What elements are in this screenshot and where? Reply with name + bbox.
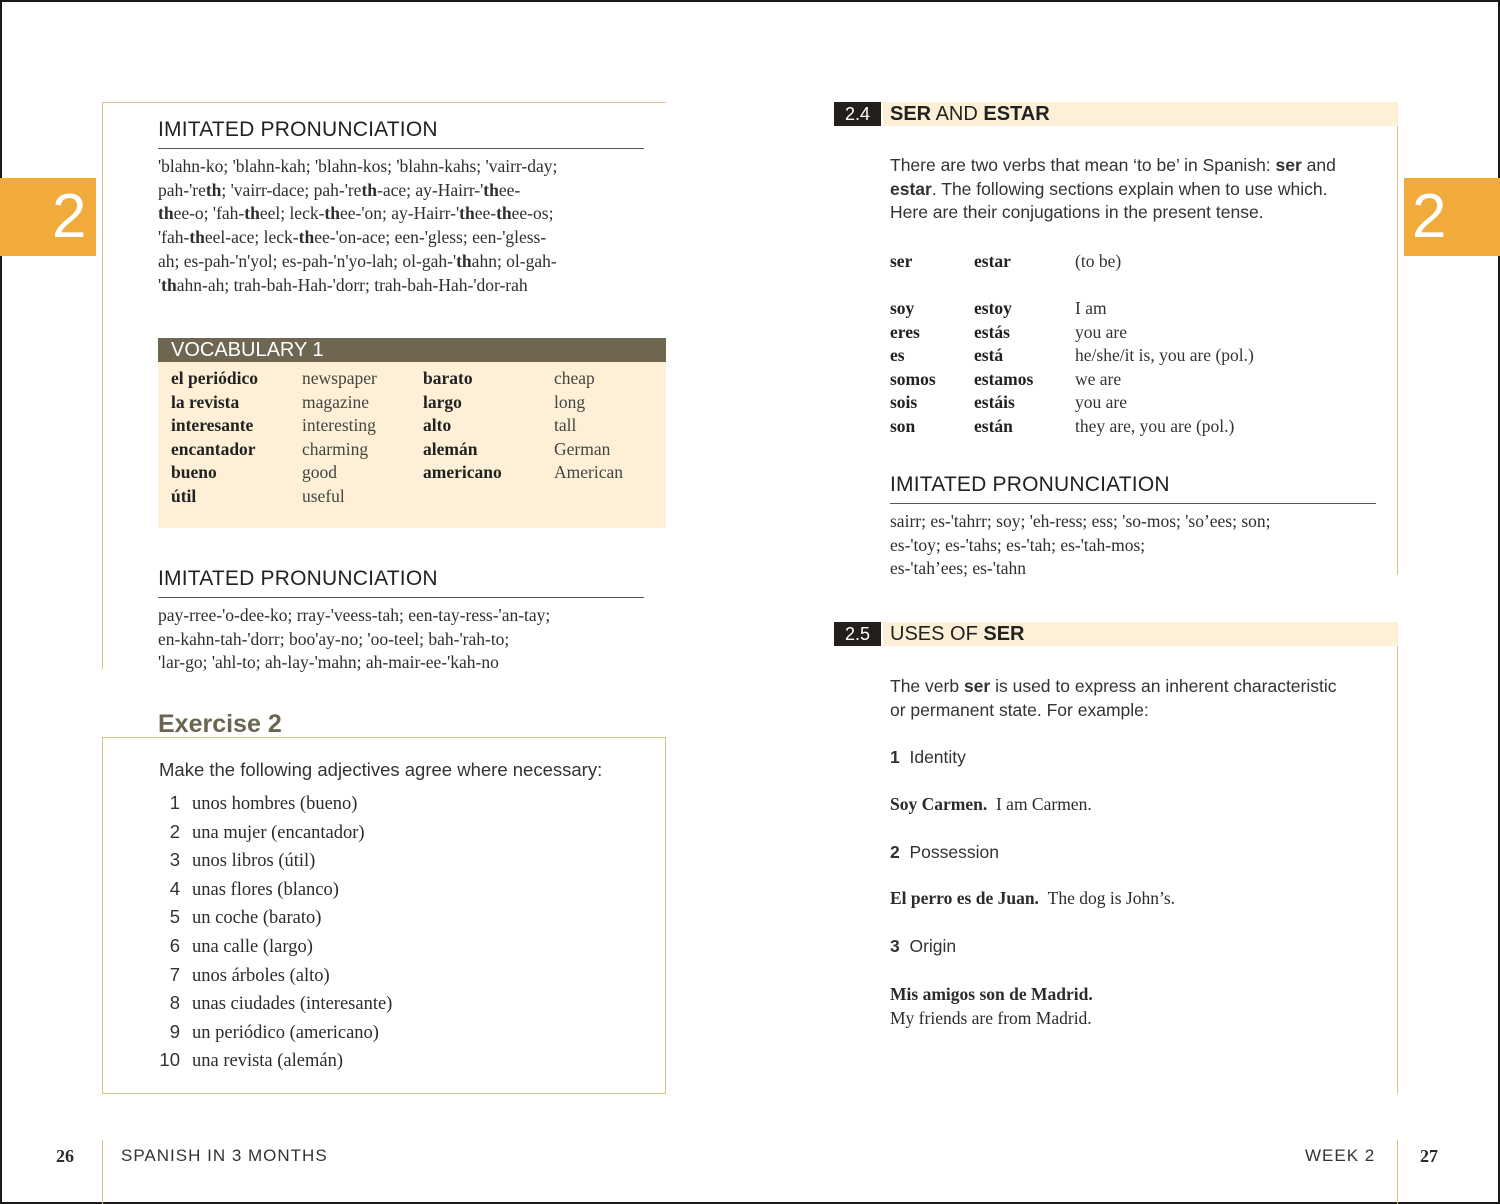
exercise-item-number: 8 <box>169 992 180 1014</box>
exercise-item <box>158 1049 343 1072</box>
conj-estar-column <box>974 297 1033 439</box>
pron-line: es-'toy; es-'tahs; es-'tah; es-'tah-mos; <box>890 534 1146 555</box>
section-2-5-title: USES OF SER <box>890 623 1025 645</box>
vocab-spanish-word: el periódico <box>171 368 258 388</box>
use-1-example-es: Soy Carmen. <box>890 794 988 814</box>
section-2-4-intro <box>890 154 1390 225</box>
use-2-label-text: Possession <box>909 842 999 862</box>
conj-estar-form: está <box>974 345 1004 366</box>
exercise-item-number: 10 <box>159 1049 180 1071</box>
exercise-item-text: unos hombres (bueno) <box>192 794 358 814</box>
exercise-item <box>158 792 357 815</box>
right-frame-line-bottom <box>1397 622 1398 1094</box>
pron1-line: thee-o; 'fah-theel; leck-thee-'on; ay-Hairr-'thee-thee-os; <box>158 203 554 224</box>
conj-estar-form: están <box>974 415 1013 436</box>
vocabulary-heading: VOCABULARY 1 <box>158 338 666 362</box>
exercise-item <box>158 964 330 987</box>
footer-divider-right <box>1397 1140 1398 1204</box>
exercise-item-text: unas flores (blanco) <box>192 879 339 900</box>
vocab-english-word: cheap <box>554 368 595 388</box>
exercise-item-text: unas ciudades (interesante) <box>192 994 393 1015</box>
exercise-item <box>158 878 339 901</box>
pron1-line: pah-'reth; 'vairr-dace; pah-'reth-ace; ay-Hairr-'thee- <box>158 179 521 200</box>
use-3-example-en: My friends are from Madrid. <box>890 1007 1092 1028</box>
vocab-spanish-word: la revista <box>171 391 240 412</box>
conj-ser-form: son <box>890 415 916 436</box>
exercise-instruction: Make the following adjectives agree where necessary: <box>159 759 603 780</box>
conj-ser-form: somos <box>890 368 936 389</box>
section-2-4-number: 2.4 <box>834 102 881 126</box>
use-2-label <box>890 841 999 865</box>
exercise-item-number: 7 <box>169 963 180 985</box>
vocab-spanish-word: barato <box>423 368 473 388</box>
conj-meaning: we are <box>1075 368 1122 389</box>
page-number-left: 26 <box>56 1146 74 1166</box>
exercise-title: Exercise 2 <box>158 710 282 738</box>
vocab-english-col-1 <box>302 367 377 509</box>
intro-line: estar. The following sections explain when to use which. <box>890 178 1328 199</box>
page-number-right: 27 <box>1420 1146 1438 1166</box>
pron1-heading: IMITATED PRONUNCIATION <box>158 118 438 141</box>
conj-meaning: I am <box>1075 298 1107 318</box>
vocab-spanish-word: útil <box>171 485 197 506</box>
conj-meaning: you are <box>1075 392 1127 413</box>
sec24-pron-heading: IMITATED PRONUNCIATION <box>890 473 1170 496</box>
use-3-label <box>890 935 956 959</box>
vocab-spanish-word: bueno <box>171 462 217 483</box>
use-1-example-en: I am Carmen. <box>995 794 1092 814</box>
use-1-example <box>890 794 1092 815</box>
exercise-item-text: unos árboles (alto) <box>192 965 330 986</box>
exercise-item-text: un periódico (americano) <box>192 1022 379 1043</box>
exercise-item-number: 4 <box>169 877 180 899</box>
vocab-english-word: interesting <box>302 415 376 436</box>
vocab-english-word: useful <box>302 485 345 506</box>
use-2-example <box>890 888 1175 909</box>
chapter-tab-right <box>1404 178 1500 256</box>
vocab-spanish-col-2 <box>423 367 502 485</box>
conj-estar-form: estás <box>974 321 1010 342</box>
exercise-item <box>158 849 315 872</box>
section-2-4-title: SER AND ESTAR <box>890 103 1050 125</box>
pron1-line: 'thahn-ah; trah-bah-Hah-'dorr; trah-bah-Hah-'dor-rah <box>158 274 528 295</box>
pron1-underline <box>158 148 644 149</box>
exercise-item-number: 5 <box>169 906 180 928</box>
pron2-line: en-kahn-tah-'dorr; boo'ay-no; 'oo-teel; bah-'rah-to; <box>158 628 510 649</box>
pron1-line: ah; es-pah-'n'yol; es-pah-'n'yo-lah; ol-gah-'thahn; ol-gah- <box>158 250 557 271</box>
intro-line: The verb ser is used to express an inherent characteristic <box>890 676 1337 696</box>
chapter-number-right: 2 <box>1412 182 1447 251</box>
conj-header-estar: estar <box>974 251 1011 271</box>
conj-meaning-column <box>1075 297 1254 439</box>
vocab-spanish-word: interesante <box>171 415 254 436</box>
vocab-spanish-col-1 <box>171 367 258 509</box>
exercise-item-number: 1 <box>169 792 180 813</box>
section-2-5-number: 2.5 <box>834 622 881 646</box>
exercise-item <box>158 935 313 958</box>
use-3-label-text: Origin <box>909 936 957 956</box>
exercise-item-number: 3 <box>169 849 180 871</box>
chapter-number-left: 2 <box>52 182 87 251</box>
conj-estar-form: estáis <box>974 392 1015 413</box>
vocab-english-word: long <box>554 391 586 412</box>
left-top-rule <box>102 102 666 103</box>
vocab-english-word: good <box>302 462 337 483</box>
footer-book-title: SPANISH IN 3 MONTHS <box>121 1146 328 1165</box>
conj-header-ser: ser <box>890 251 913 271</box>
vocab-spanish-word: largo <box>423 391 462 412</box>
sec24-pron-underline <box>890 503 1376 504</box>
exercise-item <box>158 1021 379 1044</box>
vocab-spanish-word: alemán <box>423 438 478 459</box>
vocab-english-word: magazine <box>302 391 370 412</box>
conj-ser-form: es <box>890 345 905 366</box>
conj-estar-form: estoy <box>974 298 1012 318</box>
conj-meaning: you are <box>1075 321 1127 342</box>
exercise-item <box>158 992 392 1015</box>
use-1-label <box>890 746 966 770</box>
exercise-item-text: una mujer (encantador) <box>192 822 365 843</box>
vocab-spanish-word: americano <box>423 462 502 483</box>
section-2-5-intro <box>890 675 1390 722</box>
chapter-tab-left <box>0 178 96 256</box>
conj-ser-form: eres <box>890 321 920 342</box>
use-2-number: 2 <box>890 842 900 862</box>
pron2-text <box>158 604 658 675</box>
use-3-example-es: Mis amigos son de Madrid. <box>890 984 1093 1004</box>
use-2-example-es: El perro es de Juan. <box>890 888 1039 908</box>
footer-divider-left <box>102 1140 103 1204</box>
pron2-line: pay-rree-'o-dee-ko; rray-'veess-tah; een-tay-ress-'an-tay; <box>158 605 551 625</box>
exercise-item-text: una calle (largo) <box>192 937 313 957</box>
pron-line: sairr; es-'tahrr; soy; 'eh-ress; ess; 'so-mos; 'so’ees; son; <box>890 511 1271 531</box>
conj-meaning: he/she/it is, you are (pol.) <box>1075 345 1254 366</box>
vocab-spanish-word: encantador <box>171 438 256 459</box>
vocab-english-word: charming <box>302 438 369 459</box>
vocab-english-word: tall <box>554 415 577 436</box>
conj-ser-column <box>890 297 936 439</box>
pron2-line: 'lar-go; 'ahl-to; ah-lay-'mahn; ah-mair-ee-'kah-no <box>158 652 499 673</box>
vocab-english-word: newspaper <box>302 368 377 388</box>
vocab-spanish-word: alto <box>423 415 452 436</box>
intro-line: Here are their conjugations in the present tense. <box>890 202 1264 223</box>
use-3-example <box>890 983 1093 1030</box>
sec24-pron-text <box>890 510 1390 581</box>
pron1-line: 'fah-theel-ace; leck-thee-'on-ace; een-'gless; een-'gless- <box>158 227 547 248</box>
exercise-item-number: 9 <box>169 1020 180 1042</box>
conj-meaning: they are, you are (pol.) <box>1075 415 1235 436</box>
exercise-item-text: unos libros (útil) <box>192 851 316 872</box>
conj-ser-form: sois <box>890 392 918 413</box>
pron1-line: 'blahn-ko; 'blahn-kah; 'blahn-kos; 'blahn-kahs; 'vairr-day; <box>158 156 558 176</box>
exercise-item-text: un coche (barato) <box>192 908 322 929</box>
use-1-label-text: Identity <box>909 747 966 767</box>
exercise-item-text: una revista (alemán) <box>192 1051 344 1072</box>
use-1-number: 1 <box>890 747 900 767</box>
conj-estar-form: estamos <box>974 368 1034 389</box>
use-3-number: 3 <box>890 936 900 956</box>
exercise-item-number: 2 <box>169 820 180 842</box>
vocab-english-word: German <box>554 438 611 459</box>
exercise-item <box>158 906 321 929</box>
vocab-english-col-2 <box>554 367 623 485</box>
footer-week: WEEK 2 <box>1305 1146 1376 1165</box>
vocab-english-word: American <box>554 462 623 483</box>
intro-line: or permanent state. For example: <box>890 699 1149 720</box>
pron2-underline <box>158 597 644 598</box>
conj-header-meaning: (to be) <box>1075 251 1122 271</box>
exercise-item <box>158 821 365 844</box>
conj-ser-form: soy <box>890 298 915 318</box>
right-frame-line-top <box>1397 102 1398 575</box>
exercise-item-number: 6 <box>169 935 180 956</box>
pron1-text <box>158 155 658 297</box>
use-2-example-en: The dog is John’s. <box>1047 888 1176 908</box>
pron-line: es-'tah’ees; es-'tahn <box>890 558 1027 579</box>
pron2-heading: IMITATED PRONUNCIATION <box>158 567 438 590</box>
left-frame-line <box>102 102 103 669</box>
intro-line: There are two verbs that mean ‘to be’ in Spanish: ser and <box>890 155 1336 175</box>
